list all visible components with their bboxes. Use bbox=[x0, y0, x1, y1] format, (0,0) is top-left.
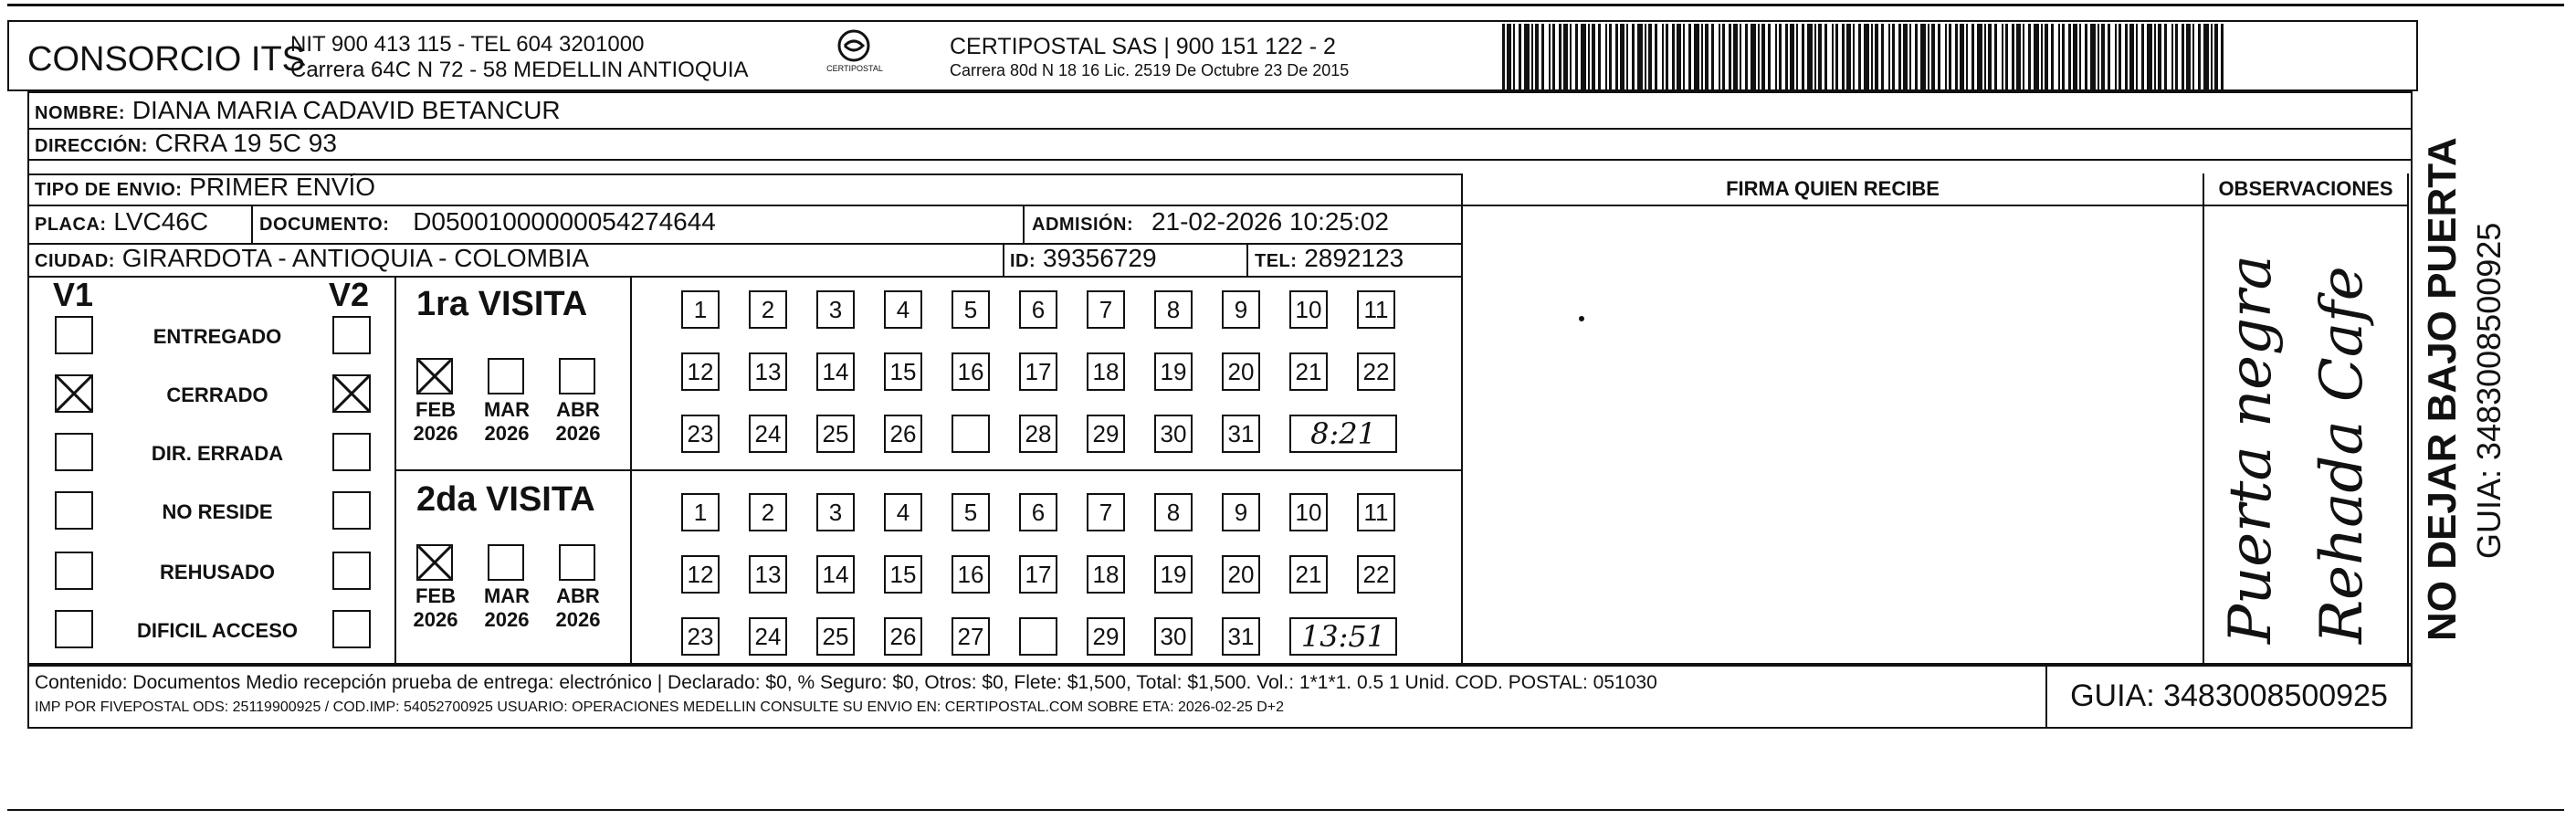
plate-value: LVC46C bbox=[113, 207, 209, 236]
v2-checkbox[interactable] bbox=[332, 316, 371, 354]
document-field bbox=[254, 206, 1021, 239]
day-box[interactable]: 27 bbox=[952, 617, 990, 656]
address-label: DIRECCIÓN: bbox=[35, 136, 148, 156]
carrier-name: CERTIPOSTAL SAS | 900 151 122 - 2 bbox=[950, 34, 1336, 59]
observaciones-title: OBSERVACIONES bbox=[2218, 177, 2393, 200]
day-box[interactable]: 31 bbox=[1222, 617, 1260, 656]
city-field bbox=[29, 243, 997, 276]
day-box[interactable]: 7 bbox=[1087, 493, 1125, 531]
day-box[interactable]: 31 bbox=[1222, 415, 1260, 453]
logo-text: CERTIPOSTAL bbox=[826, 64, 883, 73]
month-label: FEB bbox=[415, 584, 456, 607]
day-box[interactable]: 22 bbox=[1357, 555, 1395, 594]
day-box[interactable]: 9 bbox=[1222, 493, 1260, 531]
day-box[interactable]: 9 bbox=[1222, 290, 1260, 329]
day-box[interactable]: 21 bbox=[1289, 555, 1328, 594]
day-box[interactable]: 11 bbox=[1357, 493, 1395, 531]
v1-checkbox[interactable] bbox=[55, 316, 93, 354]
day-box[interactable]: 19 bbox=[1154, 555, 1193, 594]
document-value: D05001000000054274644 bbox=[413, 207, 716, 236]
admission-label: ADMISIÓN: bbox=[1032, 215, 1134, 235]
certipostal-logo bbox=[826, 26, 881, 80]
company-nit: NIT 900 413 115 - TEL 604 3201000 bbox=[290, 32, 645, 57]
day-box[interactable]: 6 bbox=[1019, 290, 1057, 329]
firma-title: FIRMA QUIEN RECIBE bbox=[1726, 177, 1940, 200]
day-box[interactable]: 12 bbox=[681, 352, 720, 391]
day-box[interactable]: 14 bbox=[816, 555, 855, 594]
day-box[interactable]: 10 bbox=[1289, 493, 1328, 531]
carrier-license: Carrera 80d N 18 16 Lic. 2519 De Octubre 23 De 2015 bbox=[950, 61, 1350, 79]
admission-field bbox=[1026, 206, 1463, 239]
day-box[interactable]: 23 bbox=[681, 617, 720, 656]
day-box[interactable]: 3 bbox=[816, 290, 855, 329]
company-address: Carrera 64C N 72 - 58 MEDELLIN ANTIOQUIA bbox=[290, 58, 749, 82]
year-label: 2026 bbox=[555, 608, 601, 631]
year-label: 2026 bbox=[484, 608, 530, 631]
signature-area[interactable] bbox=[1465, 206, 2201, 663]
v2-checkbox[interactable] bbox=[332, 610, 371, 648]
city-value: GIRARDOTA - ANTIOQUIA - COLOMBIA bbox=[121, 244, 590, 272]
day-box[interactable]: 15 bbox=[884, 352, 922, 391]
day-box[interactable]: 19 bbox=[1154, 352, 1193, 391]
day-box[interactable]: 7 bbox=[1087, 290, 1125, 329]
day-box[interactable]: 12 bbox=[681, 555, 720, 594]
name-value: DIANA MARIA CADAVID BETANCUR bbox=[131, 96, 561, 124]
month-label: ABR bbox=[556, 584, 600, 607]
status-label: DIR. ERRADA bbox=[151, 442, 284, 465]
footer-line-2: IMP POR FIVEPOSTAL ODS: 25119900925 / COD.IMP: 54052700925 USUARIO: OPERACIONES MEDELLIN CONSULTE SU ENVIO EN: CERTIPOSTAL.COM SOBRE ETA: 2026-02-25 D+2 bbox=[35, 699, 1285, 715]
address-field bbox=[29, 128, 1399, 161]
guia-box: GUIA: 3483008500925 bbox=[2070, 678, 2388, 713]
day-box[interactable]: 3 bbox=[816, 493, 855, 531]
address-value: CRRA 19 5C 93 bbox=[154, 129, 337, 157]
tel-value: 2892123 bbox=[1304, 244, 1404, 272]
status-label: NO RESIDE bbox=[162, 500, 273, 523]
day-box[interactable]: 16 bbox=[952, 555, 990, 594]
v1-checkbox[interactable] bbox=[55, 374, 93, 413]
day-box[interactable]: 21 bbox=[1289, 352, 1328, 391]
month-checkbox[interactable] bbox=[416, 358, 453, 394]
document-label: DOCUMENTO: bbox=[259, 215, 390, 235]
footer-line-1: Contenido: Documentos Medio recepción prueba de entrega: electrónico | Declarado: $0, % Seguro: $0, Otros: $0, Flete: $1,500, Total: $1,500. Vol.: 1*1*1. 0.5 1 Unid. COD. POSTAL: 051030 bbox=[35, 672, 1657, 693]
day-box[interactable]: 1 bbox=[681, 290, 720, 329]
day-box[interactable]: 28 bbox=[1019, 415, 1057, 453]
city-label: CIUDAD: bbox=[35, 251, 115, 271]
id-label: ID: bbox=[1010, 251, 1036, 271]
month-checkbox[interactable] bbox=[488, 358, 524, 394]
day-box[interactable]: 17 bbox=[1019, 352, 1057, 391]
month-label: MAR bbox=[483, 398, 531, 421]
month-checkbox[interactable] bbox=[488, 544, 524, 581]
id-value: 39356729 bbox=[1042, 244, 1157, 272]
day-box[interactable]: 18 bbox=[1087, 352, 1125, 391]
month-checkbox[interactable] bbox=[416, 544, 453, 581]
day-box-crossed[interactable] bbox=[952, 415, 990, 453]
day-box[interactable]: 24 bbox=[749, 415, 787, 453]
day-box[interactable]: 22 bbox=[1357, 352, 1395, 391]
year-label: 2026 bbox=[413, 422, 458, 445]
day-box[interactable]: 29 bbox=[1087, 617, 1125, 656]
visit2-title: 2da VISITA bbox=[416, 480, 595, 519]
day-box[interactable]: 26 bbox=[884, 415, 922, 453]
day-box[interactable]: 18 bbox=[1087, 555, 1125, 594]
day-box[interactable]: 5 bbox=[952, 493, 990, 531]
plate-label: PLACA: bbox=[35, 215, 107, 235]
day-box[interactable]: 25 bbox=[816, 617, 855, 656]
day-box[interactable]: 17 bbox=[1019, 555, 1057, 594]
day-box[interactable]: 10 bbox=[1289, 290, 1328, 329]
side-guia: GUIA: 3483008500925 bbox=[2470, 222, 2508, 559]
type-field bbox=[29, 172, 1399, 205]
day-box[interactable]: 16 bbox=[952, 352, 990, 391]
day-box[interactable]: 14 bbox=[816, 352, 855, 391]
status-label: REHUSADO bbox=[160, 561, 275, 583]
v1-heading: V1 bbox=[53, 276, 94, 313]
day-box[interactable]: 4 bbox=[884, 493, 922, 531]
status-label: DIFICIL ACCESO bbox=[136, 619, 298, 642]
status-label: ENTREGADO bbox=[152, 325, 282, 348]
tel-label: TEL: bbox=[1255, 251, 1298, 271]
day-box[interactable]: 23 bbox=[681, 415, 720, 453]
year-label: 2026 bbox=[555, 422, 601, 445]
day-box[interactable]: 2 bbox=[749, 290, 787, 329]
company-name: CONSORCIO ITS bbox=[27, 40, 306, 79]
observation-handwriting-1: Puerta negra bbox=[2217, 255, 2285, 644]
day-box-crossed[interactable] bbox=[1019, 617, 1057, 656]
v2-checkbox[interactable] bbox=[332, 552, 371, 590]
day-box[interactable]: 13 bbox=[749, 352, 787, 391]
day-box[interactable]: 13 bbox=[749, 555, 787, 594]
day-box[interactable]: 1 bbox=[681, 493, 720, 531]
month-checkbox[interactable] bbox=[559, 544, 595, 581]
type-label: TIPO DE ENVIO: bbox=[35, 180, 183, 200]
day-box[interactable]: 29 bbox=[1087, 415, 1125, 453]
year-label: 2026 bbox=[413, 608, 458, 631]
visit-time-box[interactable]: 13:51 bbox=[1289, 617, 1397, 656]
v1-checkbox[interactable] bbox=[55, 552, 93, 590]
v1-checkbox[interactable] bbox=[55, 433, 93, 471]
plate-field bbox=[29, 206, 258, 239]
day-box[interactable]: 2 bbox=[749, 493, 787, 531]
day-box[interactable]: 30 bbox=[1154, 415, 1193, 453]
admission-value: 21-02-2026 10:25:02 bbox=[1151, 207, 1389, 236]
type-value: PRIMER ENVÍO bbox=[189, 173, 376, 201]
day-box[interactable]: 25 bbox=[816, 415, 855, 453]
month-label: FEB bbox=[415, 398, 456, 421]
barcode bbox=[1502, 24, 2233, 91]
observation-handwriting-2: Rehada Cafe bbox=[2308, 266, 2376, 644]
day-box[interactable]: 6 bbox=[1019, 493, 1057, 531]
visit-time-box[interactable]: 8:21 bbox=[1289, 415, 1397, 453]
name-label: NOMBRE: bbox=[35, 103, 126, 123]
day-box[interactable]: 30 bbox=[1154, 617, 1193, 656]
name-field bbox=[29, 95, 1399, 128]
day-box[interactable]: 20 bbox=[1222, 555, 1260, 594]
v1-checkbox[interactable] bbox=[55, 610, 93, 648]
visit1-title: 1ra VISITA bbox=[416, 285, 588, 323]
v2-checkbox[interactable] bbox=[332, 491, 371, 530]
top-rule bbox=[7, 4, 2564, 6]
month-checkbox[interactable] bbox=[559, 358, 595, 394]
v2-heading: V2 bbox=[329, 276, 370, 313]
year-label: 2026 bbox=[484, 422, 530, 445]
no-dejar-warning: NO DEJAR BAJO PUERTA bbox=[2420, 137, 2465, 641]
day-box[interactable]: 11 bbox=[1357, 290, 1395, 329]
day-box[interactable]: 8 bbox=[1154, 493, 1193, 531]
day-box[interactable]: 26 bbox=[884, 617, 922, 656]
signature-dot bbox=[1579, 316, 1584, 321]
day-box[interactable]: 15 bbox=[884, 555, 922, 594]
month-label: MAR bbox=[483, 584, 531, 607]
id-field bbox=[1004, 243, 1196, 276]
day-box[interactable]: 8 bbox=[1154, 290, 1193, 329]
bottom-rule bbox=[7, 809, 2564, 811]
day-box[interactable]: 5 bbox=[952, 290, 990, 329]
v2-checkbox[interactable] bbox=[332, 374, 371, 413]
v1-checkbox[interactable] bbox=[55, 491, 93, 530]
tel-field bbox=[1249, 243, 1463, 276]
day-box[interactable]: 4 bbox=[884, 290, 922, 329]
month-label: ABR bbox=[556, 398, 600, 421]
day-box[interactable]: 20 bbox=[1222, 352, 1260, 391]
day-box[interactable]: 24 bbox=[749, 617, 787, 656]
v2-checkbox[interactable] bbox=[332, 433, 371, 471]
status-label: CERRADO bbox=[166, 384, 268, 406]
